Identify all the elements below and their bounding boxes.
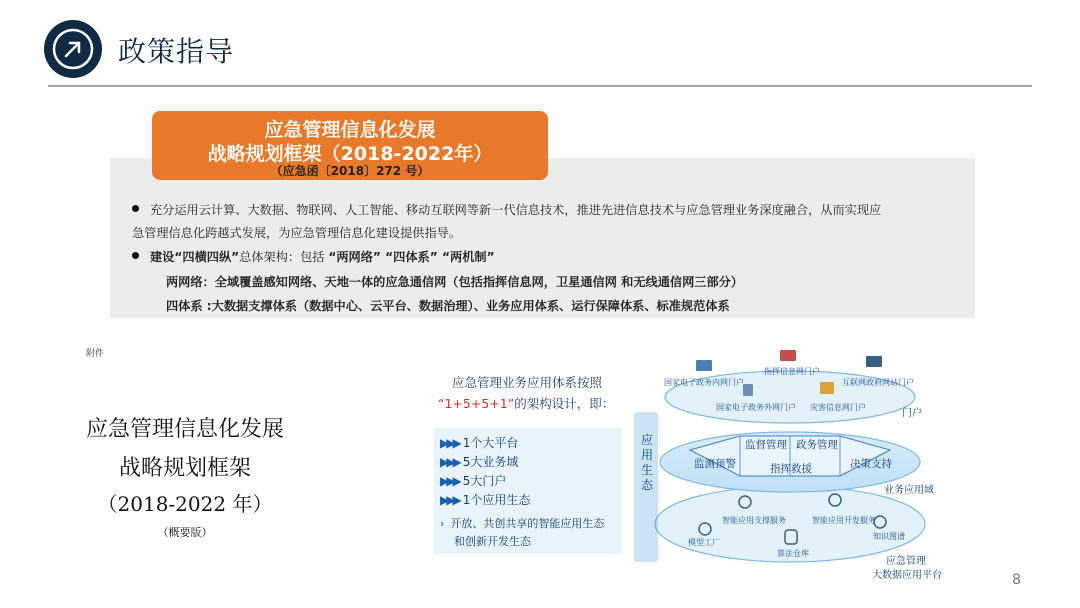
arch-item-ecosystem: ▶▶▶ 1个应用生态 bbox=[440, 493, 531, 507]
cover-edition: （概要版） bbox=[157, 526, 213, 539]
platform-layer-label2: 大数据应用平台 bbox=[872, 570, 942, 581]
domain-label: 监测预警 bbox=[694, 458, 736, 470]
platform-layer-label1: 应急管理 bbox=[886, 556, 926, 567]
bullet-icon bbox=[132, 252, 139, 259]
cover-attachment-label: 附件 bbox=[86, 349, 105, 359]
platform-item-label: 算法仓库 bbox=[777, 549, 809, 558]
bullet2-bold: 建设“四横四纵” bbox=[150, 250, 240, 264]
logo-icon bbox=[44, 20, 102, 78]
banner-line1: 应急管理信息化发展 bbox=[264, 119, 436, 141]
arch-intro-line2 bbox=[438, 394, 614, 412]
platform-item-label: 模型工厂 bbox=[688, 538, 720, 547]
eco-label: 应用生态 bbox=[640, 433, 653, 492]
cover-title2: 战略规划框架 bbox=[118, 456, 251, 481]
domain-label: 政务管理 bbox=[796, 439, 838, 451]
monitor-icon bbox=[780, 350, 796, 361]
para1-line1: 充分运用云计算、大数据、物联网、人工智能、移动互联网等新一代信息技术，推进先进信息技术与应急管理业务深度融合，从而实现应 bbox=[150, 203, 882, 217]
portal-label: 国家电子政务内网门户 bbox=[664, 378, 744, 387]
bullet2-line bbox=[150, 248, 495, 265]
domain-label: 指挥救援 bbox=[770, 463, 812, 475]
para1-line2: 急管理信息化跨越式发展，为应急管理信息化建设提供指导。 bbox=[132, 226, 462, 240]
two-networks-line: 两网络：全域覆盖感知网络、天地一体的应急通信网（包括指挥信息网，卫星通信网 和无线通信网三部分） bbox=[166, 275, 744, 289]
tablet-icon bbox=[820, 382, 834, 394]
arch-eco-note2: 和创新开发生态 bbox=[454, 535, 531, 548]
phone-icon bbox=[743, 384, 753, 396]
arch-item-platform: ▶▶▶ 1个大平台 bbox=[440, 436, 519, 450]
arch-item-label: 1个大平台 bbox=[462, 436, 519, 450]
chevron-right-icon: › bbox=[440, 517, 445, 530]
banner-line2: 战略规划框架（2018-2022年） bbox=[207, 143, 493, 165]
arrow-up-right-icon bbox=[44, 20, 102, 78]
page-title: 政策指导 bbox=[118, 35, 235, 68]
content-box bbox=[110, 158, 975, 318]
bullet-icon bbox=[132, 205, 139, 212]
monitor-icon bbox=[866, 356, 882, 367]
banner-subtitle: （应急函〔2018〕272 号） bbox=[270, 164, 430, 178]
domain-label: 决策支持 bbox=[850, 458, 892, 470]
portal-label: 指挥信息网门户 bbox=[764, 367, 820, 376]
arch-item-label: 5大门户 bbox=[462, 474, 507, 488]
bullet2-normal: 总体架构：包括 bbox=[239, 250, 325, 264]
domain-label: 监督管理 bbox=[745, 439, 787, 451]
arch-item-label: 1个应用生态 bbox=[462, 493, 531, 507]
cover-years: （2018-2022 年） bbox=[97, 492, 273, 516]
header-divider bbox=[48, 85, 1032, 87]
arch-eco-note1 bbox=[440, 515, 604, 531]
four-systems-line: 四体系 :大数据支撑体系（数据中心、云平台、数据治理）、业务应用体系、运行保障体系、标准规范体系 bbox=[166, 299, 730, 313]
arch-formula: “1+5+5+1” bbox=[438, 396, 515, 411]
arch-item-portals: ▶▶▶ 5大门户 bbox=[440, 474, 507, 488]
arch-item-domains: ▶▶▶ 5大业务域 bbox=[440, 455, 519, 469]
arch-intro-rest: 的架构设计，即： bbox=[514, 396, 615, 411]
portal-layer-label: 门户 bbox=[902, 408, 922, 419]
platform-item-label: 知识图谱 bbox=[873, 532, 905, 541]
eco-note-text: 开放、共创共享的智能应用生态 bbox=[450, 517, 605, 530]
cover-title1: 应急管理信息化发展 bbox=[85, 417, 284, 442]
platform-item-label: 智能应用开发服务 bbox=[812, 516, 876, 525]
platform-item-label: 智能应用支撑服务 bbox=[722, 516, 786, 525]
bullet2-tail: “两网络” “四体系” “两机制” bbox=[328, 250, 495, 264]
arch-item-label: 5大业务域 bbox=[462, 455, 519, 469]
monitor-icon bbox=[696, 360, 712, 371]
page-number: 8 bbox=[1012, 572, 1021, 588]
domain-layer-label: 业务应用域 bbox=[884, 485, 934, 496]
portal-label: 互联网政府网站门户 bbox=[842, 378, 914, 387]
portal-label: 国家电子政务外网门户 bbox=[716, 403, 796, 412]
arch-intro-line1: 应急管理业务应用体系按照 bbox=[452, 375, 603, 390]
portal-label: 灾害信息网门户 bbox=[810, 403, 866, 412]
